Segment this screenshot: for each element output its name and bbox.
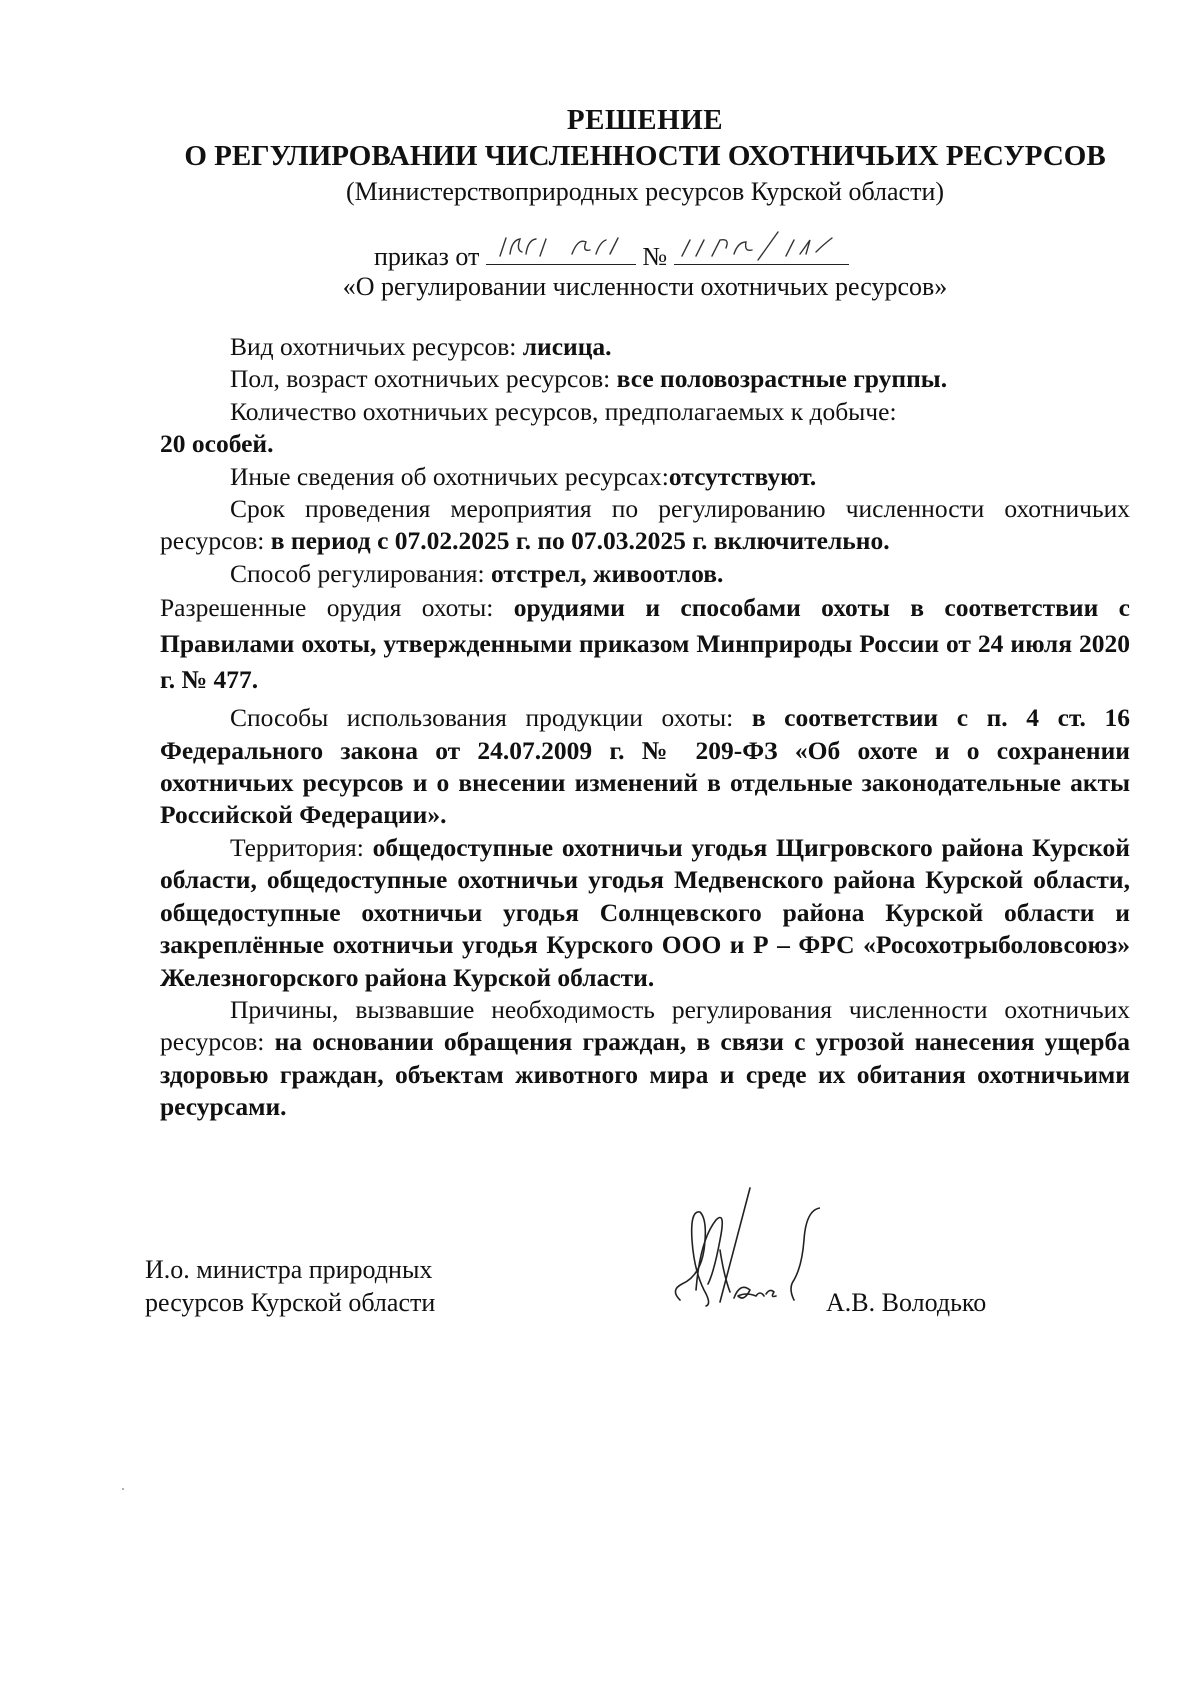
signatory-position	[145, 1253, 435, 1319]
territory-paragraph	[160, 832, 1130, 994]
order-title: «О регулировании численности охотничьих ресурсов»	[342, 272, 948, 301]
method-paragraph	[160, 558, 1130, 590]
species-value: лисица.	[522, 332, 612, 361]
tools-paragraph	[160, 590, 1130, 698]
quantity-value: 20 особей.	[160, 429, 274, 459]
ministry-line: (Министерствоприродных ресурсов Курской области)	[345, 177, 945, 206]
territory-label: Территория:	[230, 832, 373, 862]
quantity-label: Количество охотничьих ресурсов, предполагаемых к добыче:	[230, 396, 897, 426]
order-number-field	[674, 238, 849, 265]
reasons-value: на основании обращения граждан, в связи с угрозой нанесения ущерба здоровью граждан, объектам животного мира и среде их обитания охотничьими ресурсами.	[160, 1027, 1130, 1122]
usage-paragraph	[160, 702, 1130, 832]
other-info-value: отсутствуют.	[668, 461, 817, 491]
sex-age-paragraph	[160, 363, 1130, 395]
reasons-label: Причины, вызвавшие необходимость регулирования численности охотничьих ресурсов:	[160, 994, 1130, 1057]
signatory-position-line2: ресурсов Курской области	[145, 1288, 436, 1317]
period-value: в период с 07.02.2025 г. по 07.03.2025 г. включительно.	[270, 526, 890, 556]
usage-label: Способы использования продукции охоты:	[230, 703, 752, 733]
handwritten-number	[674, 230, 849, 264]
handwritten-signature	[660, 1180, 820, 1320]
tools-value: орудиями и способами охоты в соответствии с Правилами охоты, утвержденными приказом Минприроды России от 24 июля 2020 г. № 477.	[160, 593, 1130, 695]
order-reference	[374, 238, 849, 272]
scan-speck	[122, 1488, 124, 1490]
period-label: Срок проведения мероприятия по регулированию численности охотничьих ресурсов:	[160, 494, 1130, 556]
sex-age-value: все половозрастные группы.	[616, 364, 948, 394]
territory-value: общедоступные охотничьи угодья Щигровского района Курской области, общедоступные охотничьи угодья Медвенского района Курской области, общедоступные охотничьи угодья Солнцевского района Курской области и закреплённые охотничьи угодья Курского ООО и Р – ФРС «Росохотрыболовсоюз» Железногорского района Курской области.	[160, 832, 1130, 992]
order-prefix: приказ от	[374, 242, 480, 271]
period-paragraph	[160, 493, 1130, 558]
order-number-sign: №	[642, 242, 668, 271]
decision-body	[160, 331, 1130, 1124]
usage-value: в соответствии с п. 4 ст. 16 Федерального закона от 24.07.2009 г. № 209-ФЗ «Об охоте и о сохранении охотничьих ресурсов и о внесении изменений в отдельные законодательные акты Российской Федерации».	[160, 703, 1130, 830]
order-date-field	[486, 238, 636, 265]
species-paragraph	[160, 331, 1130, 363]
method-value: отстрел, живоотлов.	[491, 558, 724, 588]
quantity-paragraph	[160, 396, 1130, 428]
sex-age-label: Пол, возраст охотничьих ресурсов:	[230, 364, 617, 394]
quantity-value-paragraph	[160, 428, 1130, 460]
signatory-name: А.В. Володько	[826, 1288, 987, 1317]
method-label: Способ регулирования:	[230, 558, 491, 588]
reasons-paragraph	[160, 994, 1130, 1124]
tools-label: Разрешенные орудия охоты:	[160, 593, 514, 623]
other-info-label: Иные сведения об охотничьих ресурсах:	[230, 461, 669, 491]
species-label: Вид охотничьих ресурсов:	[230, 332, 523, 361]
handwritten-date	[486, 230, 636, 264]
document-title: РЕШЕНИЕ	[566, 104, 724, 136]
document-subtitle: О РЕГУЛИРОВАНИИ ЧИСЛЕННОСТИ ОХОТНИЧЬИХ РЕСУРСОВ	[184, 140, 1106, 172]
signatory-position-line1: И.о. министра природных	[145, 1255, 433, 1284]
other-info-paragraph	[160, 461, 1130, 493]
